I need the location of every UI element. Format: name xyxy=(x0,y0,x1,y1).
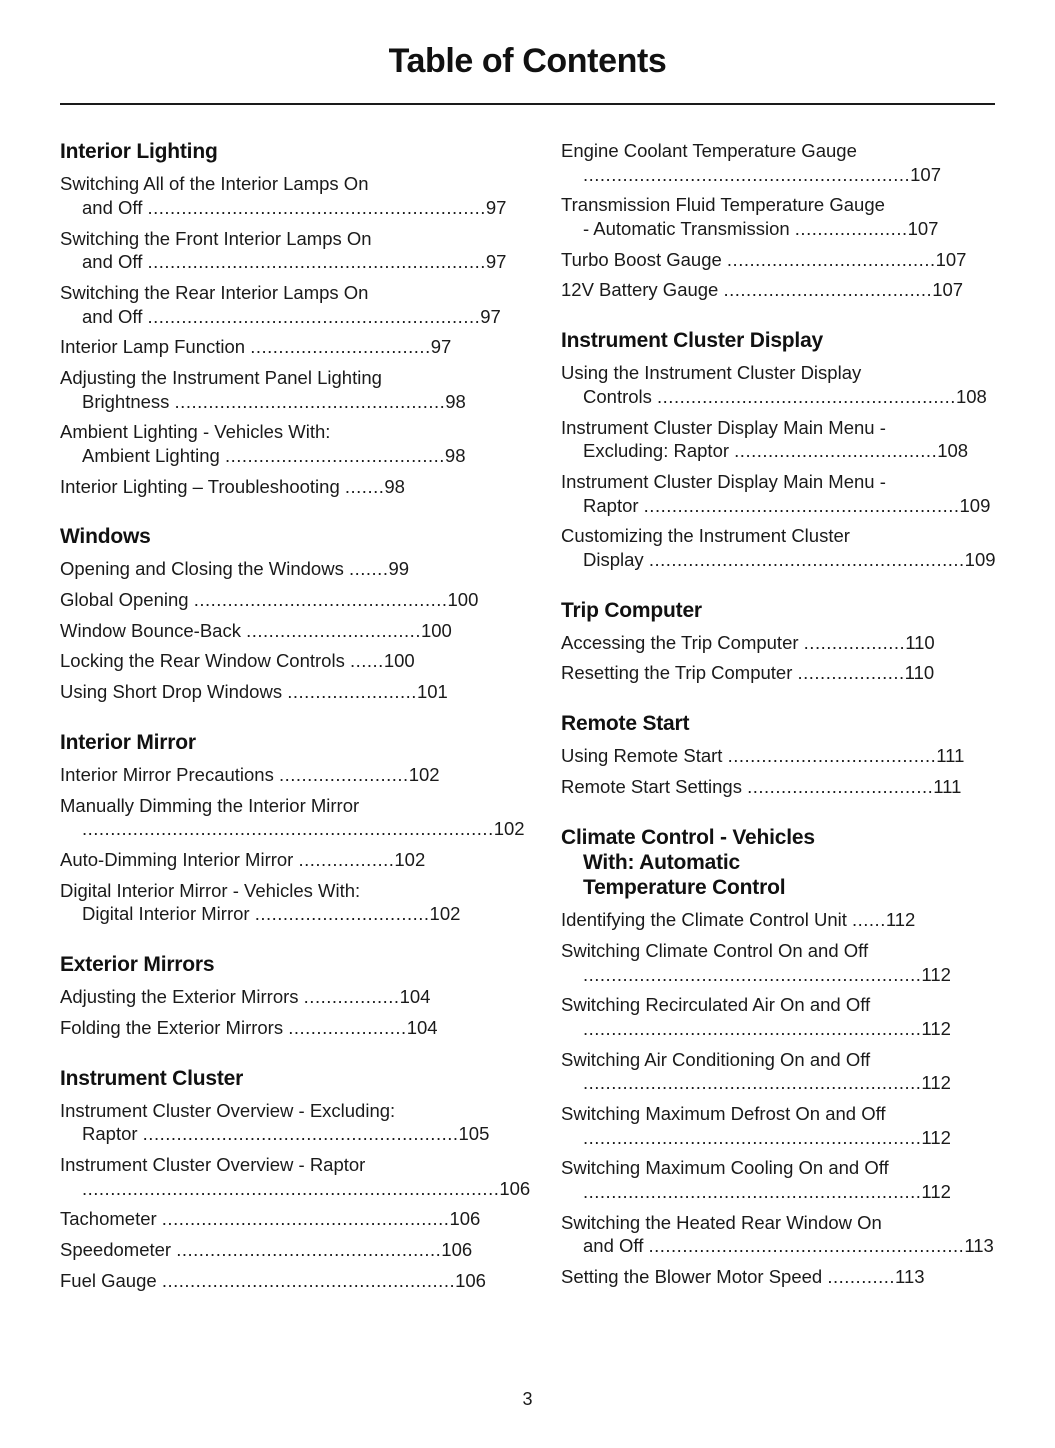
toc-entry[interactable] xyxy=(60,1269,515,1293)
leader-dots: ..................................................... xyxy=(657,385,956,407)
toc-entry-page: 106 xyxy=(449,1208,481,1230)
section-heading-line3: Temperature Control xyxy=(583,876,786,900)
leader-dots: ................. xyxy=(298,849,395,870)
toc-entry-line2: Controls .....................................................108 xyxy=(583,385,987,407)
leader-dots: ............................................................ xyxy=(147,251,486,273)
toc-entry-line2: and Off ........................................................113 xyxy=(583,1235,994,1257)
toc-entry-page: 110 xyxy=(904,662,935,684)
leader-dots: ............................................................ xyxy=(147,196,486,218)
toc-entry-page: 97 xyxy=(480,305,501,327)
leader-dots: ................................ xyxy=(250,336,431,358)
leader-dots: ............................................... xyxy=(176,1239,442,1261)
toc-entry-title: 12V Battery Gauge xyxy=(561,279,719,301)
section-heading-line2: With: Automatic xyxy=(583,850,741,874)
toc-entry[interactable] xyxy=(561,993,1016,1040)
leader-dots: ........................................................ xyxy=(648,548,965,570)
toc-entry-title: Transmission Fluid Temperature Gauge xyxy=(561,194,885,216)
toc-entry-line2: Brightness ................................................98 xyxy=(82,390,466,412)
toc-entry-page: 113 xyxy=(895,1265,925,1287)
toc-entry-page: 108 xyxy=(937,440,969,462)
toc-columns xyxy=(0,105,1055,1299)
toc-entry-title: Instrument Cluster Display Main Menu - xyxy=(561,470,886,492)
section-heading-interior-mirror: Interior Mirror xyxy=(60,730,196,754)
toc-entry-page: 107 xyxy=(910,163,941,185)
toc-entry-page: 98 xyxy=(445,390,466,412)
section-heading-line1: Climate Control - Vehicles xyxy=(561,825,815,849)
toc-entry[interactable] xyxy=(561,908,1016,932)
leader-dots: ...... xyxy=(852,909,886,931)
toc-entry[interactable] xyxy=(561,775,1016,799)
leader-dots: .......................................................................... xyxy=(82,1177,500,1199)
leader-dots: ........................................................ xyxy=(142,1123,459,1145)
leader-dots: ............................... xyxy=(254,903,430,925)
toc-entry-page: 97 xyxy=(430,336,452,358)
toc-entry-title: Resetting the Trip Computer xyxy=(561,662,793,684)
leader-dots: ........................................................ xyxy=(643,494,960,516)
toc-entry[interactable] xyxy=(561,361,1016,408)
leader-dots: ................................................... xyxy=(161,1208,450,1230)
toc-entry-line2 xyxy=(60,817,525,841)
toc-entry-page: 109 xyxy=(959,494,991,516)
toc-entry-line2 xyxy=(60,1177,531,1201)
leader-dots: ....... xyxy=(344,475,385,497)
toc-entry-title: Switching Recirculated Air On and Off xyxy=(561,994,871,1016)
toc-entry[interactable] xyxy=(60,227,515,274)
toc-entry-page: 101 xyxy=(416,681,448,703)
section-heading-exterior-mirrors: Exterior Mirrors xyxy=(60,953,215,977)
toc-left-column xyxy=(60,139,531,1299)
toc-entry-page: 106 xyxy=(441,1239,473,1261)
leader-dots: .................................... xyxy=(734,440,938,462)
toc-entry-title: Auto-Dimming Interior Mirror xyxy=(60,849,294,870)
leader-dots: ............................................................ xyxy=(583,1072,922,1094)
toc-entry-title: Adjusting the Instrument Panel Lighting xyxy=(60,366,382,388)
leader-dots: .................................................... xyxy=(161,1269,456,1291)
leader-dots: ....... xyxy=(348,558,389,580)
toc-entry[interactable] xyxy=(60,1099,515,1146)
leader-dots: .......................................................... xyxy=(583,163,911,185)
toc-entry-line2: and Off ............................................................97 xyxy=(82,196,507,218)
toc-entry-title: Customizing the Instrument Cluster xyxy=(561,525,850,547)
toc-entry[interactable] xyxy=(60,1153,531,1200)
toc-entry-page: 99 xyxy=(388,558,410,580)
leader-dots: ..................................... xyxy=(723,279,933,301)
toc-entry[interactable] xyxy=(60,366,515,413)
toc-entry-page: 102 xyxy=(429,903,461,925)
toc-entry[interactable] xyxy=(561,1156,1016,1203)
toc-entry[interactable] xyxy=(561,1211,1016,1258)
toc-entry-line2: - Automatic Transmission ....................107 xyxy=(583,218,939,240)
toc-entry-title: Interior Lighting – Troubleshooting xyxy=(60,475,340,497)
toc-entry[interactable] xyxy=(60,588,515,612)
toc-entry-page: 112 xyxy=(885,909,916,931)
leader-dots: ........................................................... xyxy=(147,305,481,327)
leader-dots: ............................................................ xyxy=(583,1017,922,1039)
leader-dots: ............................................................ xyxy=(583,1126,922,1148)
leader-dots: ............................................. xyxy=(193,589,448,611)
toc-entry-page: 97 xyxy=(485,251,507,273)
toc-entry-title: Folding the Exterior Mirrors xyxy=(60,1016,284,1038)
section-heading-climate-control xyxy=(561,825,1016,901)
toc-entry-page: 98 xyxy=(384,475,405,497)
toc-entry[interactable] xyxy=(60,281,515,328)
toc-entry-line2: and Off ...........................................................97 xyxy=(82,305,501,327)
toc-entry[interactable] xyxy=(561,278,1016,302)
toc-entry-page: 112 xyxy=(921,1180,951,1202)
leader-dots: ................. xyxy=(303,986,400,1008)
toc-entry-title: Using Remote Start xyxy=(561,745,723,767)
toc-entry-title: Ambient Lighting - Vehicles With: xyxy=(60,421,331,443)
toc-entry-page: 109 xyxy=(964,548,996,570)
toc-entry-title: Tachometer xyxy=(60,1208,157,1230)
toc-entry[interactable] xyxy=(561,744,1016,768)
toc-entry-title: Instrument Cluster Overview - Excluding: xyxy=(60,1099,396,1121)
leader-dots: ....................... xyxy=(287,681,417,703)
toc-entry[interactable] xyxy=(60,985,515,1009)
toc-entry-title: Instrument Cluster Overview - Raptor xyxy=(60,1154,366,1176)
toc-entry[interactable] xyxy=(561,193,1016,240)
leader-dots: ............ xyxy=(827,1265,896,1287)
leader-dots: ............................... xyxy=(246,619,421,641)
toc-entry-page: 107 xyxy=(932,279,964,301)
toc-entry-page: 100 xyxy=(420,619,452,641)
toc-entry-line2 xyxy=(561,1126,1016,1150)
toc-entry-title: Engine Coolant Temperature Gauge xyxy=(561,140,857,161)
toc-entry-title: Adjusting the Exterior Mirrors xyxy=(60,986,299,1008)
toc-entry[interactable] xyxy=(60,557,515,581)
toc-entry-title: Setting the Blower Motor Speed xyxy=(561,1265,823,1287)
toc-entry-page: 104 xyxy=(406,1016,438,1038)
toc-entry-page: 106 xyxy=(455,1269,486,1291)
toc-entry[interactable] xyxy=(60,879,515,926)
toc-entry-page: 97 xyxy=(485,196,507,218)
section-heading-instrument-cluster-display: Instrument Cluster Display xyxy=(561,329,824,353)
leader-dots: .................. xyxy=(803,631,906,653)
toc-entry-title: Digital Interior Mirror - Vehicles With: xyxy=(60,879,361,901)
toc-entry-title: Switching Maximum Defrost On and Off xyxy=(561,1102,886,1124)
toc-entry[interactable] xyxy=(561,139,1016,186)
toc-entry[interactable] xyxy=(60,1238,515,1262)
leader-dots: ........................................................ xyxy=(648,1235,965,1257)
toc-entry-title: Switching All of the Interior Lamps On xyxy=(60,173,369,195)
section-heading-interior-lighting: Interior Lighting xyxy=(60,140,218,163)
toc-entry-page: 112 xyxy=(921,1017,951,1039)
toc-entry[interactable] xyxy=(561,1265,1016,1289)
section-heading-trip-computer: Trip Computer xyxy=(561,598,702,622)
toc-entry-title: Interior Lamp Function xyxy=(60,336,246,358)
toc-entry[interactable] xyxy=(561,1102,1016,1149)
toc-entry-page: 113 xyxy=(964,1235,994,1257)
toc-entry-page: 102 xyxy=(493,818,525,840)
toc-entry-page: 100 xyxy=(383,650,415,672)
toc-entry-line2: Display ........................................................109 xyxy=(583,548,996,570)
toc-entry-line2: and Off ............................................................97 xyxy=(82,251,507,273)
toc-entry-line2: Excluding: Raptor ....................................108 xyxy=(583,440,969,462)
toc-entry-title: Instrument Cluster Display Main Menu - xyxy=(561,416,886,438)
leader-dots: ....................... xyxy=(278,763,409,785)
toc-entry-line2: Digital Interior Mirror ...............................102 xyxy=(82,903,461,925)
toc-entry-title: Switching Maximum Cooling On and Off xyxy=(561,1157,889,1179)
toc-entry-page: 107 xyxy=(907,218,939,240)
toc-entry-title: Switching the Heated Rear Window On xyxy=(561,1211,882,1233)
toc-entry[interactable] xyxy=(60,475,515,499)
toc-entry[interactable] xyxy=(60,680,515,704)
toc-entry[interactable] xyxy=(60,619,515,643)
toc-entry-page: 112 xyxy=(921,1126,951,1148)
leader-dots: ............................................................ xyxy=(583,1180,922,1202)
toc-entry-page: 102 xyxy=(408,763,440,785)
toc-entry-title: Switching the Rear Interior Lamps On xyxy=(60,281,369,303)
leader-dots: ............................................................ xyxy=(583,963,922,985)
section-heading-remote-start: Remote Start xyxy=(561,712,690,736)
toc-entry-title: Switching the Front Interior Lamps On xyxy=(60,227,372,249)
leader-dots: ................................................ xyxy=(174,390,446,412)
toc-right-column xyxy=(561,139,1016,1299)
toc-entry[interactable] xyxy=(561,661,1016,685)
toc-entry-line2 xyxy=(561,1071,1016,1095)
page-title: Table of Contents xyxy=(388,42,667,80)
toc-entry[interactable] xyxy=(60,649,515,673)
toc-entry-line2 xyxy=(561,163,1016,187)
toc-entry-title: Locking the Rear Window Controls xyxy=(60,650,345,672)
toc-entry-page: 112 xyxy=(921,1072,951,1094)
toc-entry-line2 xyxy=(561,1180,1016,1204)
toc-entry-line2: Ambient Lighting .......................................98 xyxy=(82,444,466,466)
toc-entry[interactable] xyxy=(60,172,515,219)
toc-entry[interactable] xyxy=(561,1048,1016,1095)
toc-entry-title: Speedometer xyxy=(60,1239,172,1261)
leader-dots: ....................................... xyxy=(224,444,445,466)
section-heading-instrument-cluster: Instrument Cluster xyxy=(60,1066,244,1090)
leader-dots: .................... xyxy=(794,218,908,240)
leader-dots: ..................................... xyxy=(726,248,936,270)
leader-dots: ................... xyxy=(797,662,905,684)
toc-entry-page: 112 xyxy=(921,963,951,985)
toc-entry-page: 111 xyxy=(936,745,965,767)
leader-dots: ................................. xyxy=(747,775,934,797)
toc-entry-page: 98 xyxy=(444,444,466,466)
toc-entry-page: 102 xyxy=(394,849,426,870)
toc-entry-page: 107 xyxy=(935,248,967,270)
toc-entry-title: Turbo Boost Gauge xyxy=(561,248,722,270)
toc-entry[interactable] xyxy=(561,939,1016,986)
toc-entry-title: Window Bounce-Back xyxy=(60,619,241,641)
toc-entry-title: Manually Dimming the Interior Mirror xyxy=(60,794,360,816)
toc-entry-page: 106 xyxy=(499,1177,531,1199)
toc-entry[interactable] xyxy=(561,416,1016,463)
toc-entry[interactable] xyxy=(60,763,515,787)
leader-dots: ...... xyxy=(349,650,384,672)
toc-entry[interactable] xyxy=(60,794,525,841)
toc-entry-line2 xyxy=(561,963,1016,987)
toc-entry-page: 100 xyxy=(447,589,479,611)
toc-entry-title: Using Short Drop Windows xyxy=(60,681,283,703)
toc-entry-page: 111 xyxy=(933,775,962,797)
leader-dots: ......................................................................... xyxy=(82,818,494,840)
toc-entry[interactable] xyxy=(561,524,1016,571)
toc-entry-page: 108 xyxy=(955,385,987,407)
toc-entry-title: Opening and Closing the Windows xyxy=(60,558,344,580)
toc-entry[interactable] xyxy=(561,631,1016,655)
toc-entry[interactable] xyxy=(60,848,515,872)
toc-entry-page: 105 xyxy=(458,1123,490,1145)
toc-entry-page: 110 xyxy=(905,631,935,653)
toc-entry-line2 xyxy=(561,1017,1016,1041)
toc-entry[interactable] xyxy=(561,248,1016,272)
toc-entry[interactable] xyxy=(60,420,515,467)
toc-entry-line2: Raptor ........................................................105 xyxy=(82,1123,490,1145)
toc-entry-title: Switching Air Conditioning On and Off xyxy=(561,1048,871,1070)
toc-entry[interactable] xyxy=(561,470,1016,517)
toc-entry-title: Interior Mirror Precautions xyxy=(60,763,274,785)
toc-entry[interactable] xyxy=(60,335,515,359)
toc-entry-title: Switching Climate Control On and Off xyxy=(561,939,869,961)
toc-entry[interactable] xyxy=(60,1016,515,1040)
toc-entry[interactable] xyxy=(60,1207,515,1231)
toc-entry-page: 104 xyxy=(399,986,431,1008)
toc-entry-title: Using the Instrument Cluster Display xyxy=(561,362,862,384)
toc-entry-title: Remote Start Settings xyxy=(561,775,742,797)
toc-entry-title: Fuel Gauge xyxy=(60,1269,157,1291)
section-heading-windows: Windows xyxy=(60,525,151,549)
toc-entry-title: Global Opening xyxy=(60,589,189,611)
page-number-footer: 3 xyxy=(522,1389,533,1409)
toc-entry-title: Accessing the Trip Computer xyxy=(561,631,799,653)
toc-entry-title: Identifying the Climate Control Unit xyxy=(561,909,847,931)
leader-dots: ..................................... xyxy=(727,745,937,767)
leader-dots: ..................... xyxy=(288,1016,407,1038)
toc-entry-line2: Raptor ........................................................109 xyxy=(583,494,991,516)
